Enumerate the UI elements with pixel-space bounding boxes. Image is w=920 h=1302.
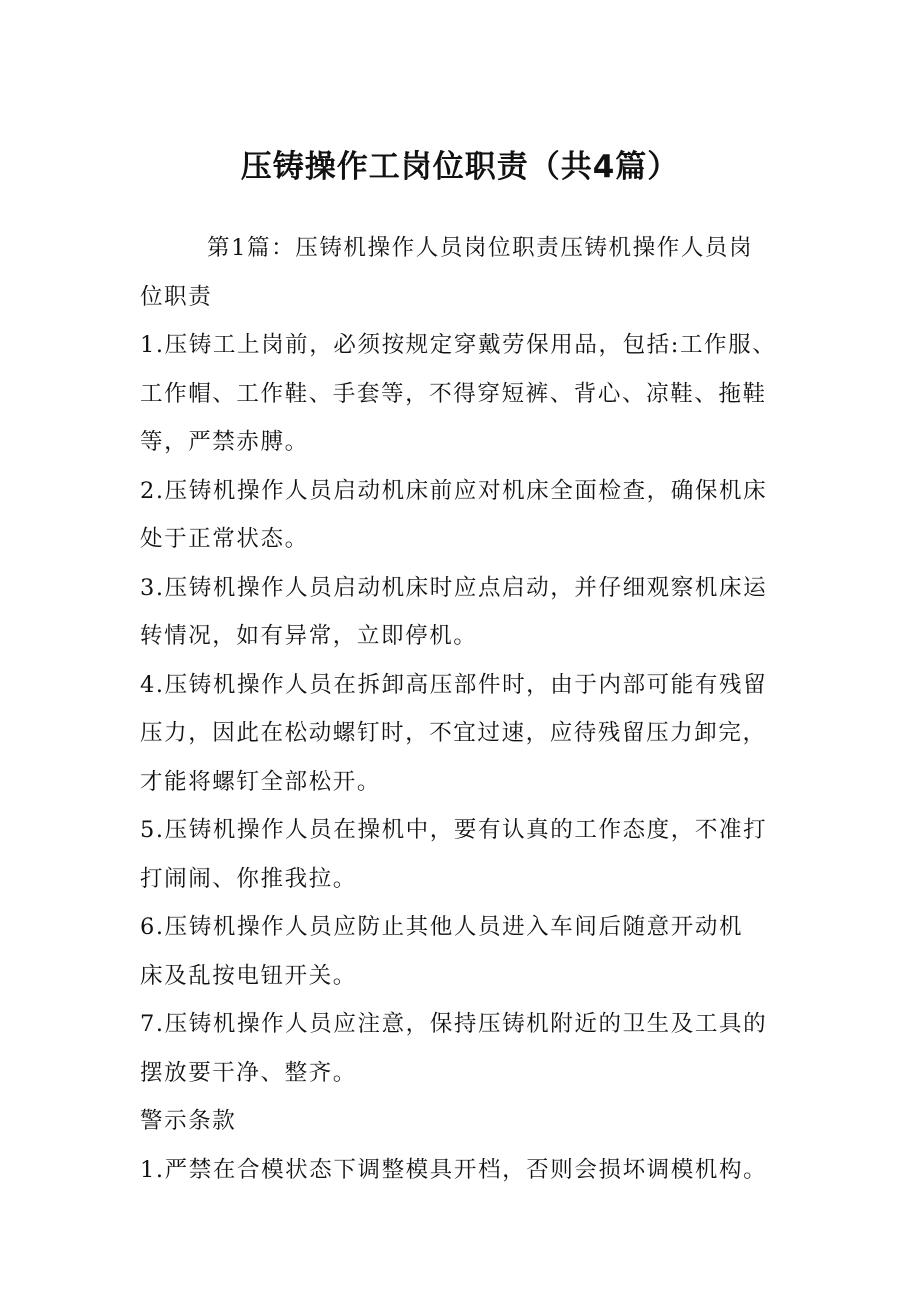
duty-line: 才能将螺钉全部松开。 (140, 768, 382, 795)
duty-line: 等，严禁赤膊。 (140, 429, 309, 455)
document-title: 压铸操作工岗位职责（共4篇） (240, 149, 680, 185)
duty-item-3 (140, 564, 790, 661)
duty-line: 6.压铸机操作人员应防止其他人员进入车间后随意开动机 (140, 914, 744, 940)
duty-item-5 (140, 806, 790, 903)
warning-item-1 (140, 1146, 790, 1195)
warning-heading (140, 1097, 790, 1146)
duty-line: 1.压铸工上岗前，必须按规定穿戴劳保用品，包括:工作服、 (140, 332, 777, 358)
duty-item-2 (140, 467, 790, 564)
intro-line: 第1篇：压铸机操作人员岗位职责压铸机操作人员岗 (207, 235, 754, 261)
duty-line: 5.压铸机操作人员在操机中，要有认真的工作态度，不准打 (140, 817, 768, 843)
duty-item-4 (140, 661, 790, 807)
duty-line: 床及乱按电钮开关。 (140, 962, 357, 989)
duty-line: 7.压铸机操作人员应注意，保持压铸机附近的卫生及工具的 (140, 1011, 768, 1037)
document-body (140, 224, 790, 1194)
duty-line: 摆放要干净、整齐。 (140, 1059, 357, 1086)
warning-heading-text: 警示条款 (140, 1108, 237, 1134)
duty-line: 打闹闹、你推我拉。 (140, 865, 357, 892)
duty-line: 工作帽、工作鞋、手套等，不得穿短裤、背心、凉鞋、拖鞋 (140, 380, 767, 407)
duty-line: 3.压铸机操作人员启动机床时应点启动，并仔细观察机床运 (140, 574, 768, 601)
intro-paragraph (140, 224, 790, 273)
warning-line: 1.严禁在合模状态下调整模具开档，否则会损坏调模机构。 (140, 1156, 768, 1183)
duty-line: 2.压铸机操作人员启动机床前应对机床全面检查，确保机床 (140, 477, 768, 504)
intro-line: 位职责 (140, 283, 213, 310)
duty-line: 处于正常状态。 (140, 526, 309, 552)
duty-line: 压力，因此在松动螺钉时，不宜过速，应待残留压力卸完， (140, 720, 767, 746)
duty-item-6 (140, 903, 790, 1000)
duty-line: 4.压铸机操作人员在拆卸高压部件时，由于内部可能有残留 (140, 671, 768, 698)
intro-paragraph-continued (140, 273, 790, 322)
duty-line: 转情况，如有异常，立即停机。 (140, 623, 478, 649)
duty-item-1 (140, 321, 790, 467)
duty-item-7 (140, 1000, 790, 1097)
